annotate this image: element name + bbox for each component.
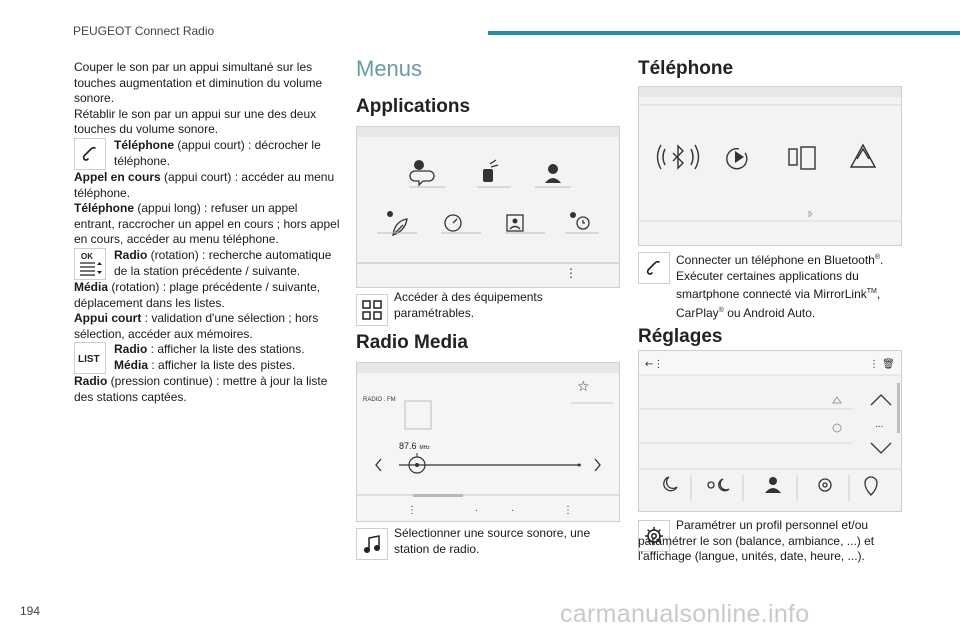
brightness-icon [708, 482, 714, 488]
profile-icon [769, 477, 777, 485]
applications-screen [356, 126, 620, 288]
list-icon-label: LIST [78, 354, 100, 366]
radio-continuous-label: Radio [74, 374, 108, 389]
gear-icon [819, 479, 831, 491]
music-note-icon [356, 528, 388, 560]
radio-rotation-label: Radio [114, 247, 148, 262]
intro-line: Couper le son par un appui simultané sur les [74, 60, 313, 74]
intro-line: touches du volume sonore. [74, 122, 219, 137]
telephone-label: Téléphone [114, 137, 175, 152]
radio-caption: Sélectionner une source sonore, une station de radio. [394, 526, 591, 556]
location-pin-icon [865, 477, 877, 495]
remote-key-icon [483, 169, 493, 182]
telephone-long-text: (appui long) : refuser un appel entrant, raccrocher un appel en cours ; hors appel en cours, accéder au menu téléphone. [74, 201, 340, 247]
telephone-caption-part: , CarPlay [676, 287, 881, 320]
intro-line: touches augmentation et diminution du volume [74, 75, 323, 90]
ok-knob-icon [74, 248, 106, 280]
appel-text: (appui court) : accéder au menu téléphone. [74, 169, 335, 200]
ok-icon-label: OK [81, 251, 93, 261]
phone-icon [74, 138, 106, 170]
running-header: PEUGEOT Connect Radio [73, 24, 215, 38]
media-list-label: Média [114, 357, 149, 372]
radio-rotation-text: (rotation) : recherche automatique de la station précédente / suivante. [114, 247, 332, 278]
trademark-mark: TM [866, 288, 877, 296]
night-mode-icon [664, 477, 677, 491]
radio-continuous-text: (pression continue) : mettre à jour la liste des stations captées. [74, 374, 328, 404]
radio-frequency: 87.6 [399, 441, 417, 451]
telephone-caption-part: . Exécuter certaines applications du smartphone connecté via MirrorLink [676, 253, 884, 302]
settings-screen [638, 350, 902, 512]
appui-court-text: : validation d'une sélection ; hors sélection, accéder aux mémoires. [74, 311, 319, 341]
header-accent-bar [488, 31, 960, 35]
intro-line: Rétablir le son par un appui sur une des deux [74, 106, 317, 121]
intro-line: sonore. [74, 91, 115, 106]
registered-mark: ® [718, 306, 724, 314]
radio-list-label: Radio [114, 342, 148, 357]
more-options-icon: ⋮ [565, 266, 577, 280]
radio-screen [356, 362, 620, 522]
media-rotation-text: (rotation) : plage précédente / suivante, déplacement dans les listes. [74, 279, 321, 310]
registered-mark: ® [874, 254, 880, 261]
svg-text:·: · [511, 505, 515, 516]
radio-media-title: Radio Media [356, 332, 468, 353]
svg-text:⋮: ⋮ [407, 505, 417, 516]
telephone-caption-part: Connecter un téléphone en Bluetooth [676, 253, 875, 267]
page-number: 194 [20, 604, 41, 618]
phone-menu-icon [638, 252, 670, 284]
radio-frequency-unit: MHz [419, 445, 430, 451]
radio-list-text: : afficher la liste des stations. [147, 342, 305, 357]
telephone-long-label: Téléphone [74, 201, 135, 216]
appui-court-label: Appui court [74, 311, 142, 326]
list-entry [74, 342, 340, 374]
android-auto-icon [851, 145, 875, 167]
favorite-star-icon: ☆ [577, 379, 590, 395]
mirrorlink-icon [789, 149, 797, 165]
driver-profile-icon [548, 164, 558, 174]
svg-text:87.6MHz [399, 441, 430, 451]
delete-icon: ⋮ 🗑 [869, 359, 895, 370]
apps-grid-icon [356, 294, 388, 326]
list-button-icon [74, 342, 106, 374]
applications-title: Applications [356, 96, 471, 117]
telephone-text: (appui court) : décrocher le téléphone. [114, 137, 321, 168]
svg-text:·: · [475, 505, 479, 516]
station-logo-placeholder [405, 401, 431, 429]
back-arrow-icon: ←⋮ [645, 359, 664, 370]
reglages-title: Réglages [638, 326, 723, 347]
media-list-text: : afficher la liste des pistes. [148, 357, 296, 372]
applications-caption: Accéder à des équipements paramétrables. [394, 290, 543, 320]
media-rotation-label: Média [74, 279, 109, 294]
radio-source-label: RADIO . FM [363, 397, 396, 403]
menus-title: Menus [356, 56, 423, 81]
telephone-screen [638, 86, 902, 246]
telephone-title: Téléphone [638, 58, 734, 79]
bluetooth-icon [673, 146, 683, 168]
watermark: carmanualsonline.info [560, 600, 810, 628]
reglages-caption: Paramétrer un profil personnel et/ou paramétrer le son (balance, ambiance, ...) et l'affichage (langue, unités, date, heure, ...). [638, 518, 875, 564]
column-controls [74, 60, 340, 406]
telephone-caption-top [676, 250, 900, 321]
ok-entry [74, 248, 340, 280]
telephone-entry [74, 138, 340, 170]
telephone-caption-part: ou Android Auto. [723, 305, 816, 320]
connected-services-icon [410, 171, 434, 185]
svg-text:...: ... [875, 419, 884, 430]
appel-label: Appel en cours [74, 169, 161, 184]
svg-text:⋮: ⋮ [563, 505, 573, 516]
